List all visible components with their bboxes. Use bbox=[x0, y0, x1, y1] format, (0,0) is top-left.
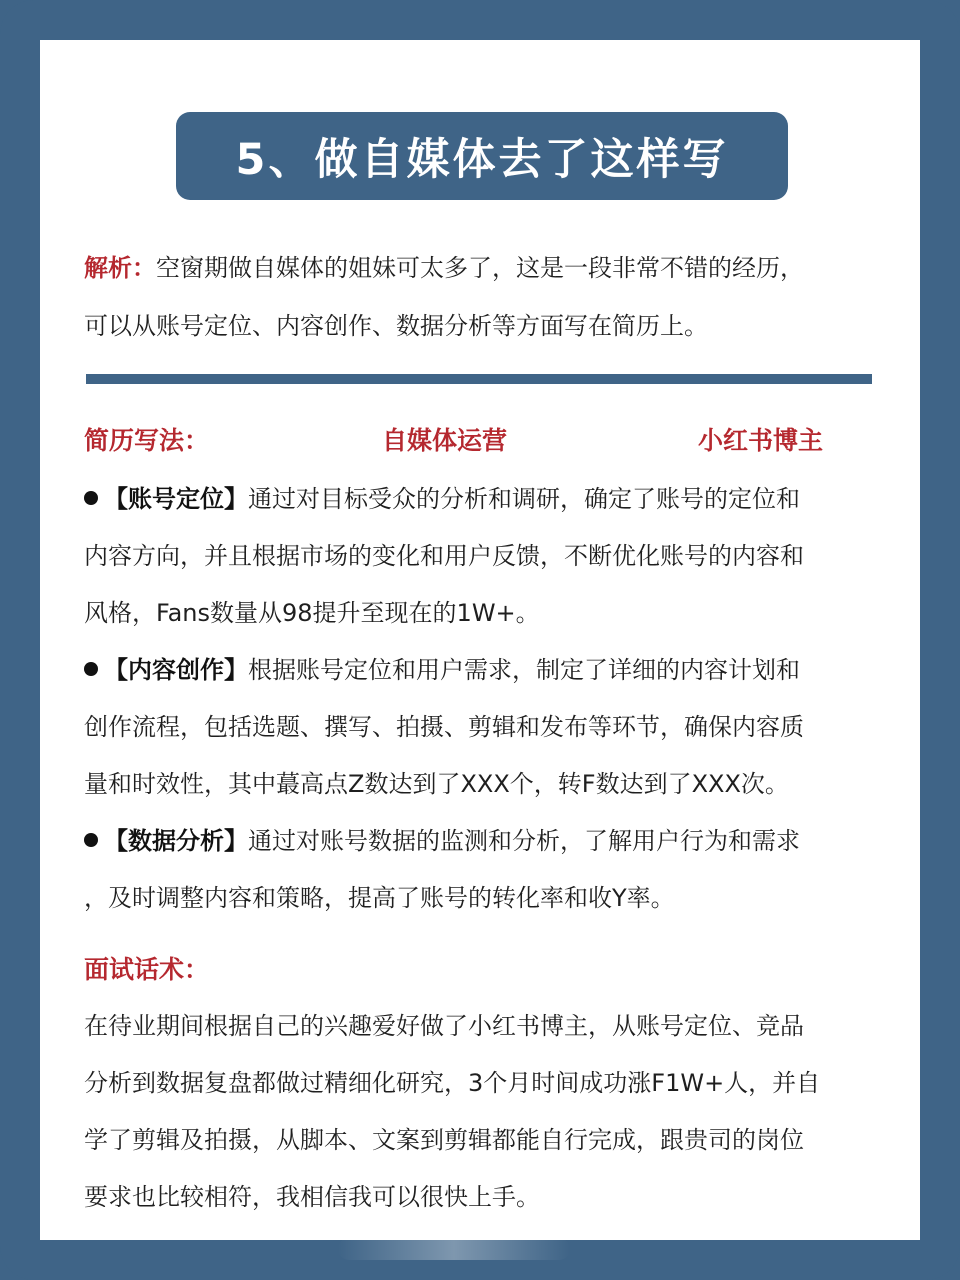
bullet-line bbox=[84, 813, 884, 870]
resume-bullets bbox=[84, 471, 884, 927]
bullet-tag: 【数据分析】 bbox=[104, 827, 248, 855]
analysis-line-2: 可以从账号定位、内容创作、数据分析等方面写在简历上。 bbox=[84, 312, 708, 340]
analysis-text-1: 空窗期做自媒体的姐妹可太多了，这是一段非常不错的经历， bbox=[156, 254, 804, 282]
bullet-line: 风格，Fans数量从98提升至现在的1W+。 bbox=[84, 599, 540, 627]
bullet-text: 通过对目标受众的分析和调研，确定了账号的定位和 bbox=[248, 485, 800, 513]
resume-label: 简历写法： bbox=[84, 426, 210, 455]
bullet-line bbox=[84, 471, 884, 528]
bullet-line: ，及时调整内容和策略，提高了账号的转化率和收Y率。 bbox=[84, 884, 675, 912]
bullet-account-positioning bbox=[84, 471, 884, 642]
bullet-dot-icon bbox=[84, 491, 98, 505]
bullet-dot-icon bbox=[84, 833, 98, 847]
bullet-text: 根据账号定位和用户需求，制定了详细的内容计划和 bbox=[248, 656, 800, 684]
interview-line: 学了剪辑及拍摄，从脚本、文案到剪辑都能自行完成，跟贵司的岗位 bbox=[84, 1126, 804, 1154]
bullet-data-analysis bbox=[84, 813, 884, 927]
analysis-block bbox=[84, 239, 884, 355]
interview-line: 在待业期间根据自己的兴趣爱好做了小红书博主，从账号定位、竞品 bbox=[84, 1012, 804, 1040]
resume-tag-self-media: 自媒体运营 bbox=[382, 426, 508, 455]
bullet-text: 通过对账号数据的监测和分析，了解用户行为和需求 bbox=[248, 827, 800, 855]
bullet-line: 创作流程，包括选题、撰写、拍摄、剪辑和发布等环节，确保内容质 bbox=[84, 713, 804, 741]
interview-label: 面试话术： bbox=[84, 955, 210, 984]
interview-line: 要求也比较相符，我相信我可以很快上手。 bbox=[84, 1183, 540, 1211]
page-title-text: 5、做自媒体去了这样写 bbox=[235, 134, 729, 185]
bullet-line: 量和时效性，其中蕞高点Z数达到了XXX个，转F数达到了XXX次。 bbox=[84, 770, 789, 798]
bullet-dot-icon bbox=[84, 662, 98, 676]
bullet-tag: 【账号定位】 bbox=[104, 485, 248, 513]
analysis-label: 解析： bbox=[84, 254, 156, 282]
analysis-line-1 bbox=[84, 239, 884, 297]
bullet-line: 内容方向，并且根据市场的变化和用户反馈，不断优化账号的内容和 bbox=[84, 542, 804, 570]
section-divider bbox=[86, 374, 872, 384]
interview-line: 分析到数据复盘都做过精细化研究，3个月时间成功涨F1W+人，并自 bbox=[84, 1069, 821, 1097]
watermark bbox=[338, 1238, 570, 1260]
bullet-line bbox=[84, 642, 884, 699]
bullet-tag: 【内容创作】 bbox=[104, 656, 248, 684]
page-title bbox=[176, 112, 788, 200]
resume-tag-xiaohongshu: 小红书博主 bbox=[698, 426, 824, 455]
interview-block bbox=[84, 998, 884, 1226]
bullet-content-creation bbox=[84, 642, 884, 813]
